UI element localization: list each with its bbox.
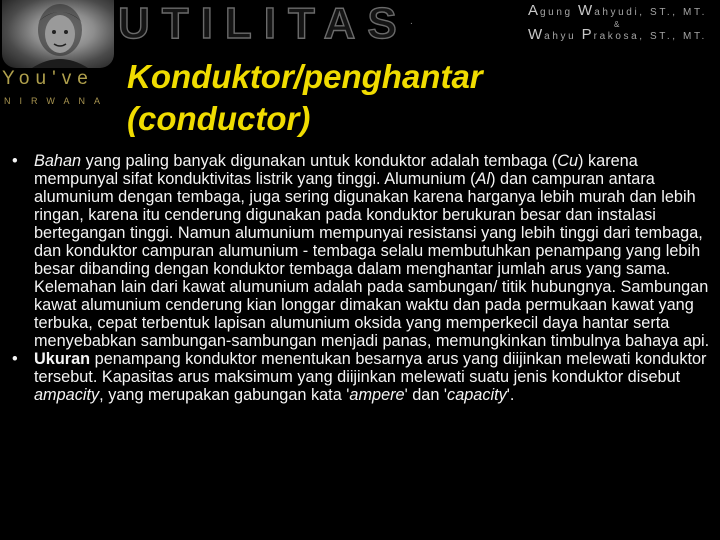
bullet-item [10, 152, 716, 350]
author-name-part: ahyudi, ST., MT. [594, 7, 707, 18]
bullet-text: ' dan ' [404, 386, 448, 404]
bullet-text: , yang merupakan gabungan kata ' [99, 386, 350, 404]
bullet-marker-icon: • [12, 350, 18, 368]
bullet-text: penampang konduktor menentukan besarnya arus yang diijinkan melewati konduktor tersebut. Kapasitas arus maksimum yang diijinkan melewati suatu jenis konduktor disebut [34, 350, 707, 386]
author-name-part: gung [540, 7, 579, 18]
separator-dot: . [410, 16, 413, 27]
bullet-text: Cu [557, 152, 579, 170]
portrait-sketch-icon [2, 0, 114, 68]
slide-title [127, 56, 483, 140]
bullet-text: ) karena mempunyal sifat konduktivitas listrik yang tinggi. Alumunium ( [34, 152, 638, 188]
slide-title-line-2: (conductor) [127, 100, 311, 137]
bullet-text: Ukuran [34, 350, 91, 368]
author-initial: W [528, 26, 545, 43]
bullet-text: yang paling banyak digunakan untuk konduktor adalah tembaga ( [81, 152, 558, 170]
portrait-image [2, 0, 114, 68]
bullet-text: '. [506, 386, 515, 404]
bullet-text: capacity [447, 386, 507, 404]
logo-wordmark: You've [2, 68, 94, 89]
author-name-part: ahyu [544, 31, 582, 42]
bullet-text: Bahan [34, 152, 82, 170]
logo-subtitle: NIRWANA [4, 96, 110, 106]
bullet-text: ) dan campuran antara alumunium dengan tembaga, juga sering digunakan karena harganya lebih murah dan lebih ringan, karena itu cenderung digunakan pada konduktor berukuran besar dan instalasi bertegangan tinggi. Namun alumunium mempunyai resistansi yang lebih tinggi dari tembaga, dan konduktor campuran alumunium - tembaga selalu membutuhkan penampang yang lebih besar dibanding dengan konduktor tembaga dalam menghantar jumlah arus yang sama. Kelemahan lain dari kawat alumunium adalah pada sambungan/ titik hubungnya. Sambungan kawat alumunium cenderung kian longgar dimakan waktu dan pada permukaan kawat yang terbuka, cepat terbentuk lapisan alumunium oksida yang memperkecil daya hantar serta menyebabkan sambungan-sambungan menjadi panas, memungkinkan timbulnya bahaya api. [34, 170, 710, 350]
course-brand: UTILITAS [118, 0, 409, 48]
logo [0, 0, 122, 112]
bullet-text: ampere [349, 386, 405, 404]
slide-title-line-1: Konduktor/penghantar [127, 58, 483, 95]
author-ampersand: & [614, 20, 620, 29]
author-initial: P [581, 26, 594, 43]
bullet-text: ampacity [34, 386, 100, 404]
bullet-text: Al [475, 170, 491, 188]
author-line-2 [528, 26, 707, 43]
author-initial: W [578, 2, 595, 19]
author-line-1 [528, 2, 707, 19]
author-name-part: rakosa, ST., MT. [593, 31, 707, 42]
bullet-marker-icon: • [12, 152, 18, 170]
slide-body [10, 152, 716, 404]
author-initial: A [528, 2, 541, 19]
bullet-item [10, 350, 716, 404]
